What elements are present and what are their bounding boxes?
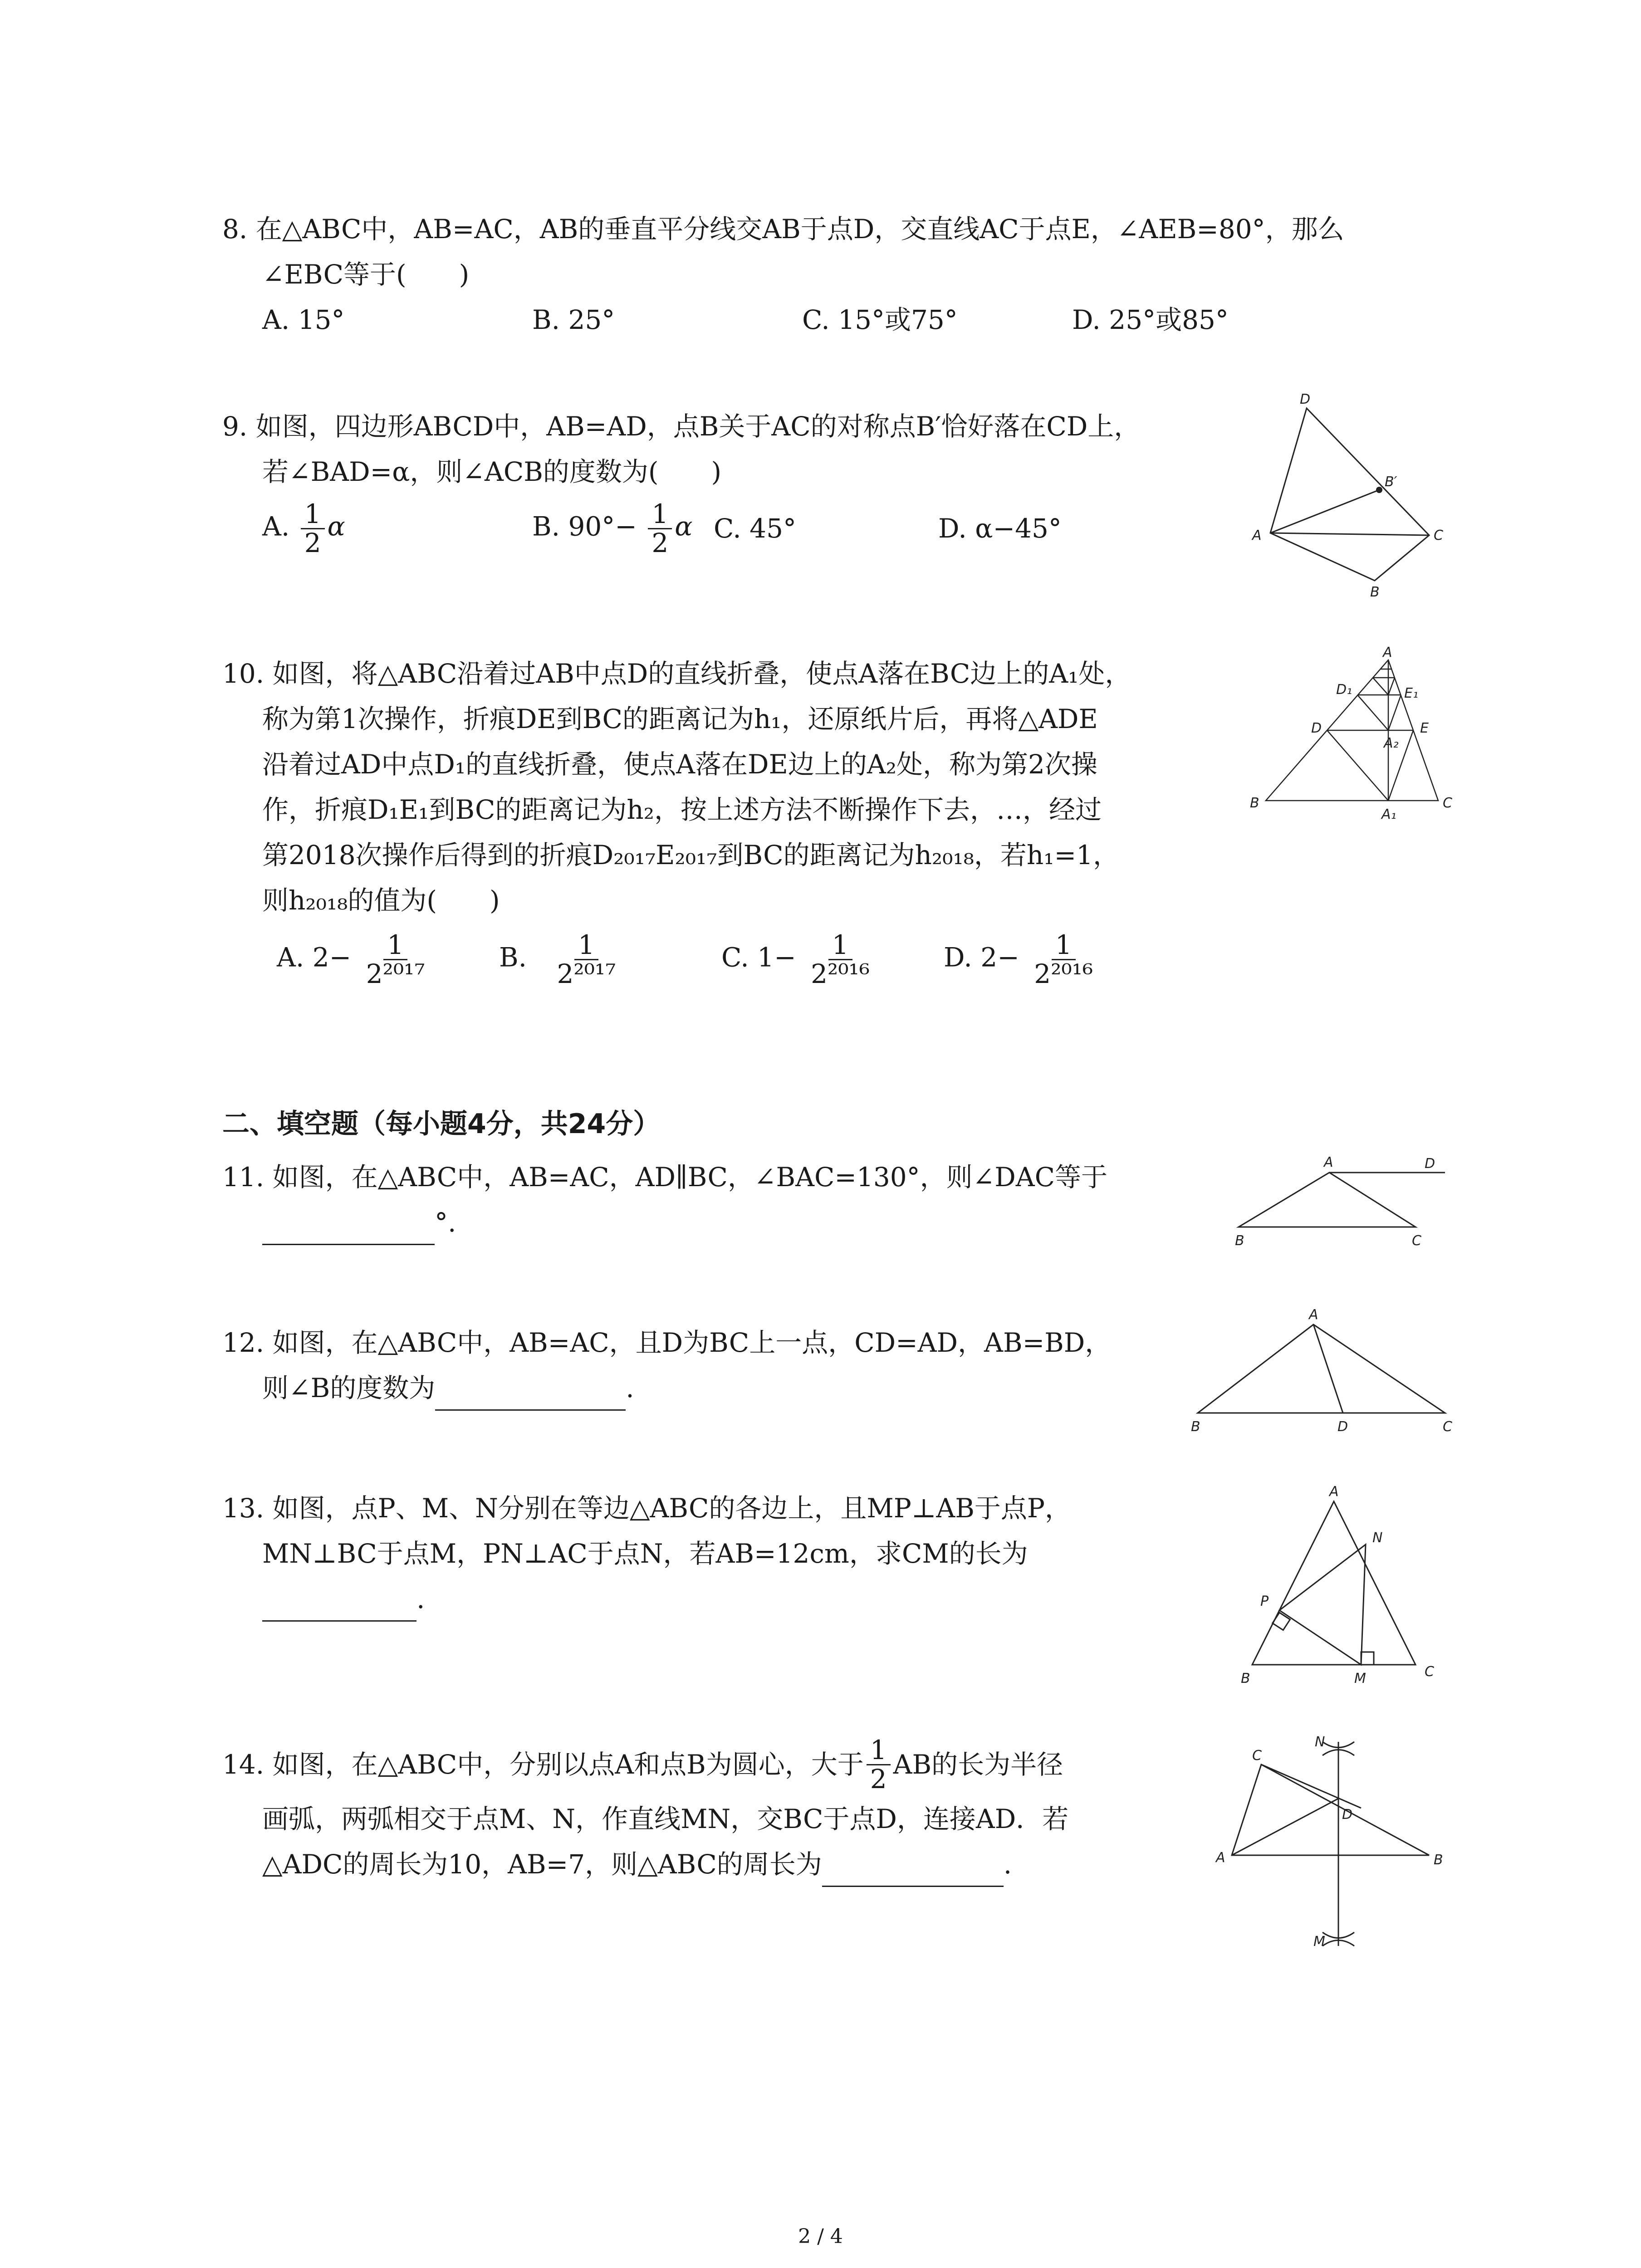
q10-option-a-num: 1 [383,931,407,960]
q14-fraction [867,1736,891,1793]
q10-option-a-prefix: A. 2− [277,942,352,973]
q12-answer-blank[interactable] [435,1382,626,1411]
fig14-label-n: N [1315,1734,1325,1750]
q9-option-a-fraction [301,500,325,557]
q10-option-c-den: 2²⁰¹⁶ [811,958,870,989]
q11-line2-suffix: °. [435,1207,456,1238]
q14-line1 [222,1734,1068,1794]
section-2-heading: 二、填空题（每小题4分，共24分） [222,1108,661,1140]
q9-option-c: C. 45° [714,513,796,544]
q13-line1: 13. 如图，点P、M、N分别在等边△ABC的各边上，且MP⊥AB于点P， [222,1493,1071,1524]
q14-line3-suffix: . [1003,1849,1012,1880]
q10-option-b [499,931,721,988]
fig10-label-d1: D₁ [1336,682,1352,698]
fig14-label-c: C [1252,1748,1262,1764]
figure-q14-perpendicular-bisector [1211,1728,1461,1964]
figure-q10-folding-triangle [1248,644,1461,826]
fig10-label-d: D [1311,720,1322,736]
question-8 [222,206,1344,342]
fig9-label-b: B [1370,584,1380,600]
fig10-label-c: C [1443,795,1452,811]
fig10-label-a: A [1383,645,1392,660]
q13-answer-blank[interactable] [262,1593,416,1622]
q10-option-b-den: 2²⁰¹⁷ [557,958,616,989]
fig13-label-n: N [1372,1530,1383,1546]
q10-option-b-fraction [554,931,620,988]
fig9-label-a: A [1252,528,1262,543]
question-12 [222,1320,1111,1411]
fig12-label-a: A [1309,1307,1318,1323]
fig13-label-b: B [1241,1671,1250,1686]
q10-option-d [944,931,1099,988]
fig9-label-c: C [1434,528,1443,543]
q9-option-b-num: 1 [648,500,672,529]
q10-option-c [721,931,944,988]
page-number: 2 / 4 [798,2225,843,2248]
q10-line3: 沿着过AD中点D₁的直线折叠，使点A落在DE边上的A₂处，称为第2次操 [262,749,1097,780]
fig9-label-d: D [1300,391,1311,407]
q10-option-d-fraction [1030,931,1097,988]
q14-line1-suffix: AB的长为半径 [893,1749,1063,1780]
fig14-label-b: B [1434,1852,1443,1868]
q14-line3 [222,1842,1068,1887]
fig13-label-p: P [1260,1593,1269,1609]
q10-option-c-num: 1 [828,931,852,960]
q10-option-a-fraction [362,931,429,988]
figure-q13-equilateral-triangle [1234,1483,1461,1687]
q12-line2-prefix: 则∠B的度数为 [262,1373,436,1403]
fig12-label-d: D [1337,1419,1348,1435]
question-14 [222,1734,1069,1887]
fig10-label-e: E [1420,720,1429,736]
q10-line5: 第2018次操作后得到的折痕D₂₀₁₇E₂₀₁₇到BC的距离记为h₂₀₁₈，若h₁=1， [262,840,1119,870]
q13-line3-suffix: . [416,1584,425,1614]
q9-line2: 若∠BAD=α，则∠ACB的度数为( ) [262,456,722,487]
q9-option-b [532,500,714,557]
q10-option-d-prefix: D. 2− [944,942,1019,973]
q10-option-c-fraction [807,931,873,988]
question-10 [222,651,1131,996]
q8-option-c: C. 15°或75° [802,304,958,335]
q10-option-a [277,931,499,988]
fig14-label-a: A [1216,1850,1225,1866]
q9-option-b-fraction [648,500,672,557]
q12-line1: 12. 如图，在△ABC中，AB=AC，且D为BC上一点，CD=AD，AB=BD， [222,1327,1112,1358]
q9-option-b-prefix: B. 90°− [532,511,637,542]
q9-line1: 9. 如图，四边形ABCD中，AB=AD，点B关于AC的对称点B′恰好落在CD上， [222,411,1141,442]
q8-line2: ∠EBC等于( ) [262,259,470,290]
fig12-label-b: B [1191,1419,1200,1435]
q8-options [222,297,1344,342]
q12-line2 [222,1365,1111,1411]
q14-fraction-num: 1 [867,1736,891,1765]
q14-answer-blank[interactable] [822,1858,1004,1887]
question-13 [222,1486,1071,1622]
fig9-label-bprime: B′ [1385,474,1397,490]
q10-option-d-num: 1 [1052,931,1076,960]
q9-option-a-suffix: α [327,511,345,542]
q9-options [222,494,1140,562]
fig14-label-m: M [1313,1934,1325,1950]
q10-option-b-num: 1 [574,931,598,960]
q12-line2-suffix: . [626,1373,634,1403]
q11-line1: 11. 如图，在△ABC中，AB=AC，AD∥BC，∠BAC=130°，则∠DAC等于 [222,1162,1108,1193]
q8-option-b: B. 25° [532,304,615,335]
fig10-label-b: B [1250,795,1259,811]
q10-line2: 称为第1次操作，折痕DE到BC的距离记为h₁，还原纸片后，再将△ADE [262,704,1098,734]
q10-option-a-den: 2²⁰¹⁷ [366,958,425,989]
q9-option-b-suffix: α [675,511,693,542]
q9-option-a-den: 2 [304,527,321,558]
fig13-label-m: M [1354,1671,1366,1686]
q10-line1: 10. 如图，将△ABC沿着过AB中点D的直线折叠，使点A落在BC边上的A₁处， [222,658,1132,689]
q9-option-a-num: 1 [301,500,325,529]
q8-line1: 8. 在△ABC中，AB=AC，AB的垂直平分线交AB于点D，交直线AC于点E，∠AEB=80°，那么 [222,214,1344,244]
fig10-label-a1: A₁ [1381,807,1396,822]
fig11-label-a: A [1324,1154,1333,1170]
q13-line2: MN⊥BC于点M，PN⊥AC于点N，若AB=12cm，求CM的长为 [262,1538,1028,1569]
fig14-label-d: D [1342,1807,1353,1823]
question-11 [222,1154,1107,1245]
q10-line6: 则h₂₀₁₈的值为( ) [262,885,500,916]
fig10-label-e1: E₁ [1404,685,1418,701]
fig11-label-b: B [1235,1233,1244,1249]
q11-answer-blank[interactable] [262,1217,435,1245]
q14-fraction-den: 2 [870,1763,887,1794]
q10-options [222,923,1131,996]
fig12-label-c: C [1443,1419,1452,1435]
q9-option-d: D. α−45° [938,513,1062,544]
fig10-label-a2: A₂ [1384,735,1399,751]
q8-option-d: D. 25°或85° [1072,304,1229,335]
fig11-label-c: C [1412,1233,1421,1249]
q9-option-a-prefix: A. [262,511,290,542]
question-9 [222,404,1140,562]
q10-line4: 作，折痕D₁E₁到BC的距离记为h₂，按上述方法不断操作下去，…，经过 [262,794,1102,825]
q10-option-b-prefix: B. [499,942,527,973]
q14-line1-prefix: 14. 如图，在△ABC中，分别以点A和点B为圆心，大于 [222,1749,864,1780]
q9-option-b-den: 2 [652,527,669,558]
q9-option-a [262,500,532,557]
q13-line3 [222,1576,1071,1622]
figure-q12-triangle [1184,1302,1461,1438]
fig13-label-a: A [1329,1484,1339,1500]
q10-option-d-den: 2²⁰¹⁶ [1034,958,1093,989]
q8-option-a: A. 15° [262,304,345,335]
q14-line3-prefix: △ADC的周长为10，AB=7，则△ABC的周长为 [262,1849,822,1880]
figure-q11-triangle [1225,1152,1461,1256]
figure-q9-quadrilateral [1243,390,1461,603]
q11-line2 [222,1200,1107,1245]
fig13-label-c: C [1425,1664,1434,1680]
fig11-label-d: D [1425,1156,1435,1172]
q10-option-c-prefix: C. 1− [721,942,796,973]
q14-line2: 画弧，两弧相交于点M、N，作直线MN，交BC于点D，连接AD．若 [262,1804,1069,1834]
